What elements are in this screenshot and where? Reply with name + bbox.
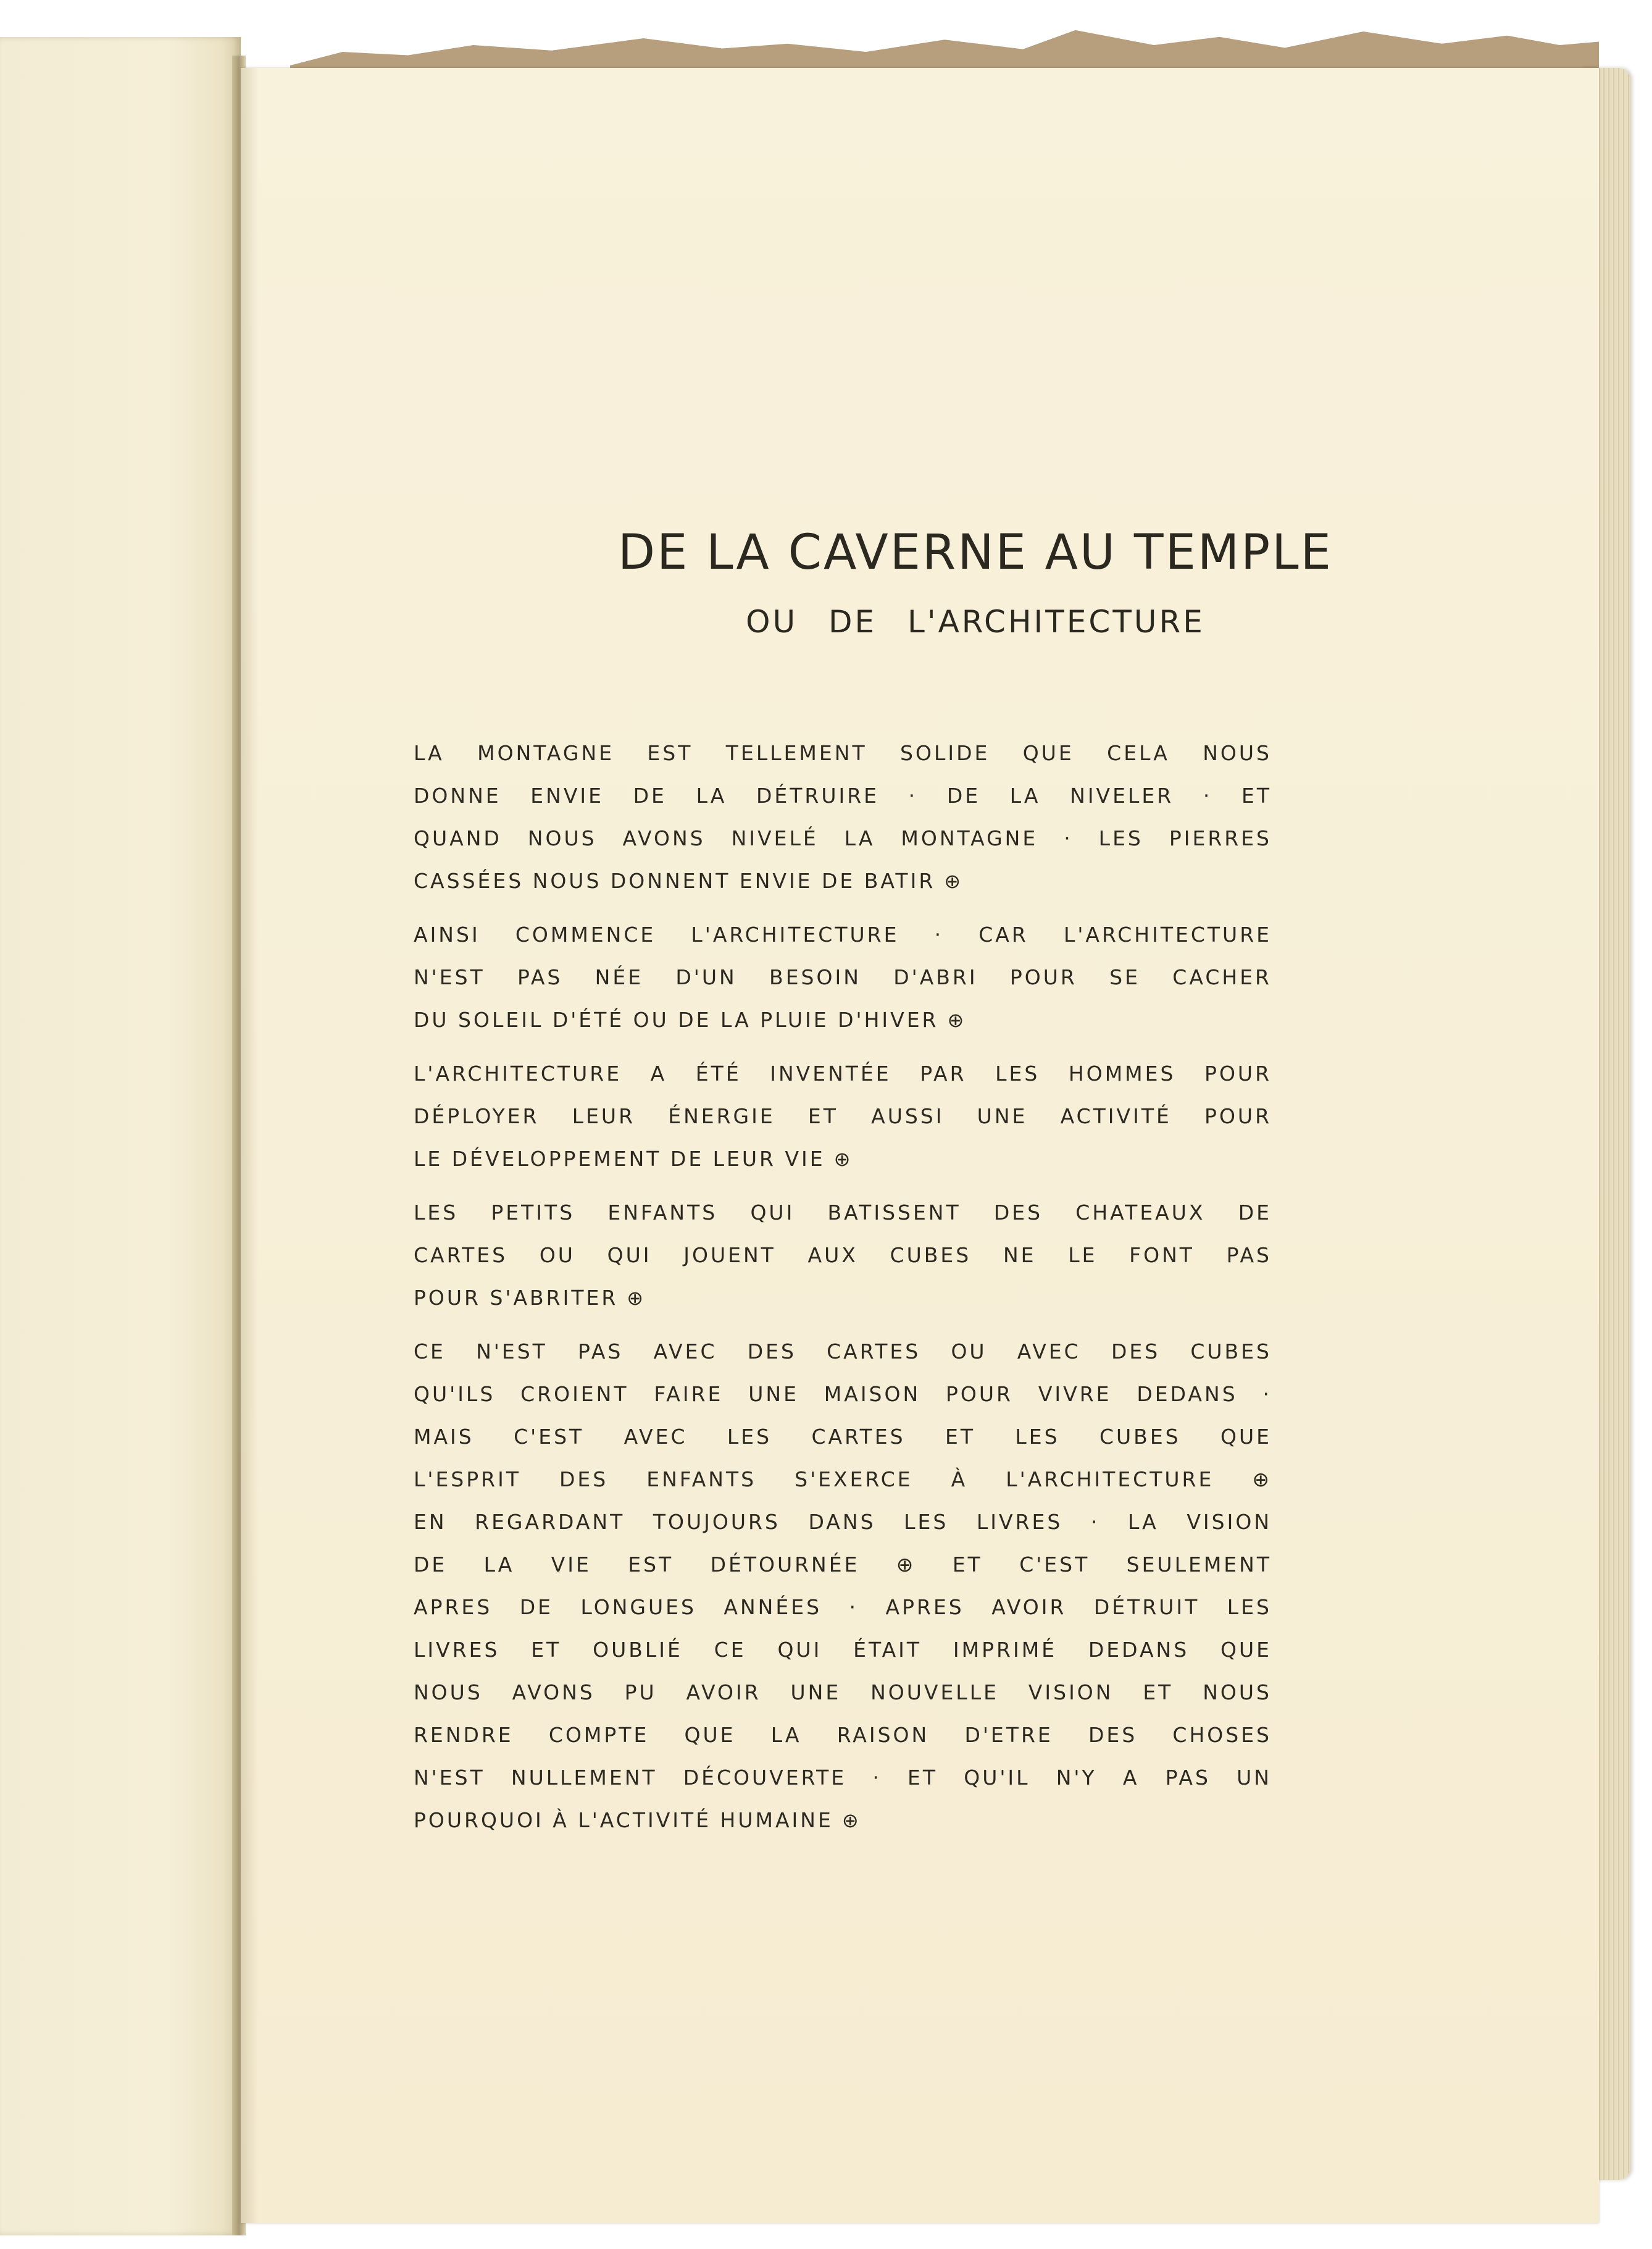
text-line: AINSI COMMENCE L'ARCHITECTURE · CAR L'ARCHITECTURE (414, 923, 1272, 947)
text-line: CARTES OU QUI JOUENT AUX CUBES NE LE FONT PAS (414, 1243, 1272, 1267)
text-line: DÉPLOYER LEUR ÉNERGIE ET AUSSI UNE ACTIVITÉ POUR (414, 1104, 1272, 1128)
text-line: LIVRES ET OUBLIÉ CE QUI ÉTAIT IMPRIMÉ DEDANS QUE (414, 1638, 1272, 1662)
circled-plus-ornament-icon: ⊕ (833, 1147, 851, 1171)
text-line-last (414, 860, 1272, 902)
text-line: DONNE ENVIE DE LA DÉTRUIRE · DE LA NIVELER · ET (414, 784, 1272, 808)
line-text: POURQUOI À L'ACTIVITÉ HUMAINE (414, 1808, 833, 1832)
line-text: CASSÉES NOUS DONNENT ENVIE DE BATIR (414, 869, 936, 893)
text-line: L'ESPRIT DES ENFANTS S'EXERCE À L'ARCHITECTURE ⊕ (414, 1467, 1272, 1491)
text-line: CE N'EST PAS AVEC DES CARTES OU AVEC DES CUBES (414, 1339, 1272, 1363)
text-line: RENDRE COMPTE QUE LA RAISON D'ETRE DES CHOSES (414, 1723, 1272, 1747)
paragraph (414, 732, 1272, 902)
main-page (241, 68, 1599, 2223)
text-line: APRES DE LONGUES ANNÉES · APRES AVOIR DÉTRUIT LES (414, 1595, 1272, 1619)
text-line-last (414, 1276, 1272, 1319)
body-text (414, 732, 1272, 1853)
line-text: POUR S'ABRITER (414, 1286, 619, 1310)
paragraph (414, 1052, 1272, 1180)
text-line-last (414, 1799, 1272, 1841)
text-line: QUAND NOUS AVONS NIVELÉ LA MONTAGNE · LES PIERRES (414, 826, 1272, 850)
circled-plus-ornament-icon: ⊕ (944, 869, 961, 893)
text-line: N'EST NULLEMENT DÉCOUVERTE · ET QU'IL N'Y A PAS UN (414, 1765, 1272, 1790)
paragraph (414, 1330, 1272, 1841)
line-text: LE DÉVELOPPEMENT DE LEUR VIE (414, 1147, 825, 1171)
circled-plus-ornament-icon: ⊕ (947, 1008, 964, 1032)
circled-plus-ornament-icon: ⊕ (841, 1809, 859, 1832)
paragraph (414, 1191, 1272, 1319)
line-text: DU SOLEIL D'ÉTÉ OU DE LA PLUIE D'HIVER (414, 1008, 939, 1032)
text-line: LA MONTAGNE EST TELLEMENT SOLIDE QUE CELA NOUS (414, 741, 1272, 765)
circled-plus-ornament-icon: ⊕ (627, 1286, 644, 1310)
text-line: QU'ILS CROIENT FAIRE UNE MAISON POUR VIVRE DEDANS · (414, 1382, 1272, 1406)
text-line-last (414, 1137, 1272, 1180)
text-line: MAIS C'EST AVEC LES CARTES ET LES CUBES QUE (414, 1425, 1272, 1449)
text-line: NOUS AVONS PU AVOIR UNE NOUVELLE VISION ET NOUS (414, 1680, 1272, 1704)
page-title: DE LA CAVERNE AU TEMPLE (618, 525, 1333, 580)
text-line: N'EST PAS NÉE D'UN BESOIN D'ABRI POUR SE CACHER (414, 965, 1272, 989)
text-line-last (414, 999, 1272, 1041)
left-page (0, 37, 241, 2235)
text-line: EN REGARDANT TOUJOURS DANS LES LIVRES · LA VISION (414, 1510, 1272, 1534)
text-line: L'ARCHITECTURE A ÉTÉ INVENTÉE PAR LES HOMMES POUR (414, 1062, 1272, 1086)
paragraph (414, 913, 1272, 1041)
text-line: DE LA VIE EST DÉTOURNÉE ⊕ ET C'EST SEULEMENT (414, 1552, 1272, 1577)
text-line: LES PETITS ENFANTS QUI BATISSENT DES CHATEAUX DE (414, 1200, 1272, 1225)
page-subtitle: OU DE L'ARCHITECTURE (746, 604, 1205, 640)
